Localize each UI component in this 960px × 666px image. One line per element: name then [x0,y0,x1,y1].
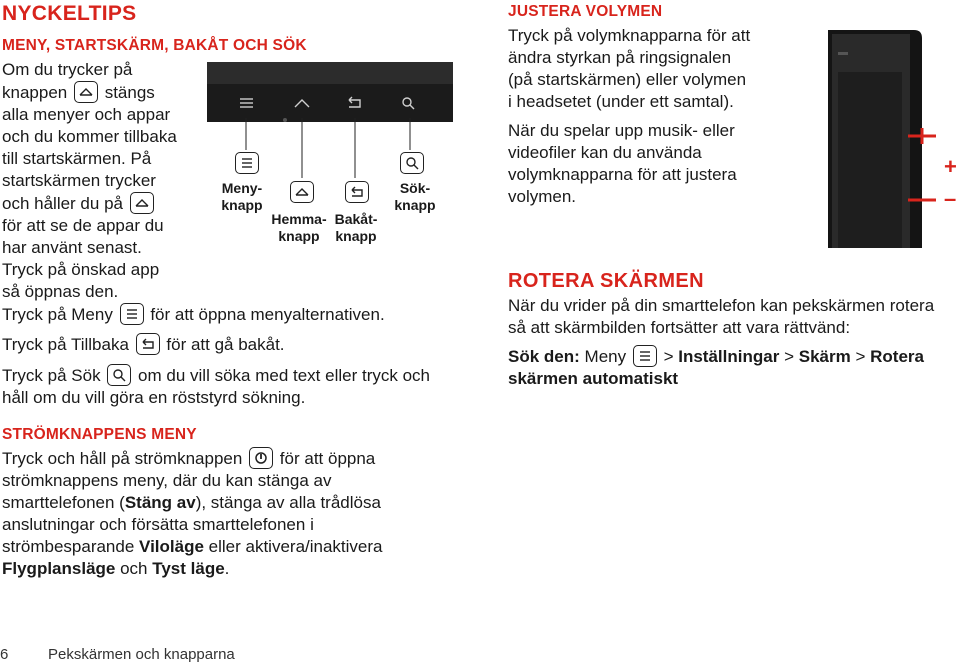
menu-key-icon [120,303,144,325]
intro-line: och håller du på [2,192,212,215]
search-key-icon [107,364,131,386]
home-key-diagram [288,181,316,203]
search-tip: Tryck på Sök om du vill söka med text eller tryck och håll om du vill göra en röststyrd sökning. [2,366,430,407]
search-key-diagram [398,152,426,174]
home-key-icon [74,81,98,103]
page-title: NYCKELTIPS [2,2,137,25]
home-key-icon [130,192,154,214]
search-key-label: Sök- knapp [394,180,436,213]
home-key-icon [290,181,314,203]
menu-section-intro [2,59,212,303]
phone-side-image [818,26,960,248]
intro-line: Om du trycker på [2,60,133,79]
menu-section-heading: MENY, STARTSKÄRM, BAKÅT OCH SÖK [2,37,307,54]
menu-tip: Tryck på Meny för att öppna menyalternativen. [2,305,385,324]
intro-line: och du kommer tillbaka [2,127,177,146]
rotate-section-body: När du vrider på din smarttelefon kan pekskärmen rotera så att skärmbilden fortsätter att vara rättvänd: [508,296,935,337]
intro-line: så öppnas den. [2,282,119,301]
back-key-label: Bakåt- knapp [334,211,378,244]
footer-title: Pekskärmen och knapparna [48,646,235,663]
menu-key-icon [235,152,259,174]
power-key-icon [249,447,273,469]
intro-line: knappen stängs [2,83,155,102]
power-section-heading: STRÖMKNAPPENS MENY [2,426,197,443]
intro-line: till startskärmen. På [2,149,152,168]
home-key-label: Hemma- knapp [271,211,327,244]
intro-line: alla menyer och appar [2,105,171,124]
menu-key-label: Meny- knapp [221,180,263,213]
search-key-icon [400,152,424,174]
rotate-settings-path: Sök den: Meny > Inställningar > Skärm > Rotera skärmen automatiskt [508,347,924,388]
volume-section-body: Tryck på volymknapparna för att ändra styrkan på ringsignalen (på startskärmen) eller volymen i headsetet (under ett samtal). När du spelar upp musik- eller videofiler kan du använda volymknapparna för att justera volymen. [508,26,751,206]
intro-line: Tryck på önskad app [2,260,160,279]
menu-key-diagram [233,152,261,174]
volume-section-heading: JUSTERA VOLYMEN [508,3,663,20]
volume-up-plus: + [944,154,957,179]
intro-line: startskärmen trycker [2,171,156,190]
page-number: 6 [0,646,9,663]
menu-key-icon [633,345,657,367]
back-key-icon [345,181,369,203]
intro-line: för att se de appar du [2,216,164,235]
power-section-body: Tryck och håll på strömknappen för att öppna strömknappens meny, där du kan stänga av smarttelefonen (Stäng av), stänga av alla trådlösa anslutningar och försätta smarttelefonen i strömbesparande Viloläge eller aktivera/inaktivera Flygplansläge och Tyst läge. [2,449,383,578]
volume-down-minus: – [944,186,957,211]
back-key-diagram [343,181,371,203]
back-key-icon [136,333,160,355]
intro-line: har använt senast. [2,238,142,257]
rotate-section-heading: ROTERA SKÄRMEN [508,270,704,292]
back-tip: Tryck på Tillbaka för att gå bakåt. [2,335,285,354]
